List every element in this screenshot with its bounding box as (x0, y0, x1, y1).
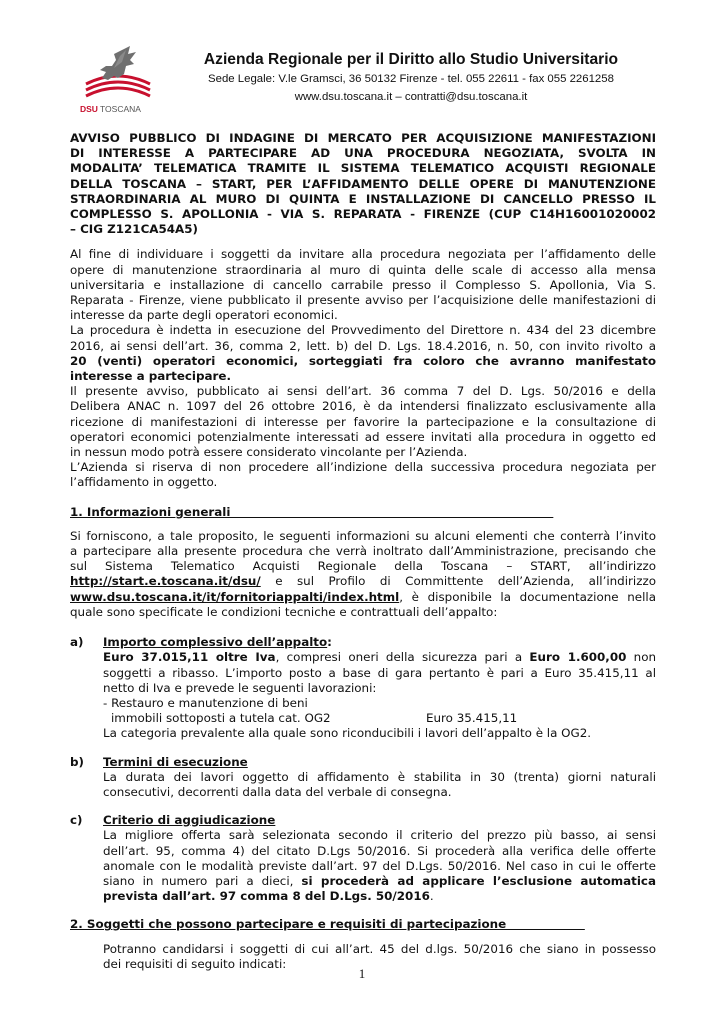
text-line: netto di Iva e prevede le seguenti lavorazioni: (103, 680, 377, 695)
text-fragment: . (429, 889, 434, 904)
text-line: - Restauro e manutenzione di beni (103, 695, 308, 710)
item-letter: c) (70, 813, 83, 828)
title-line: COMPLESSO S. APOLLONIA - VIA S. REPARATA - FIRENZE (CUP C14H16001020002 (70, 207, 656, 222)
text-line: opere di manutenzione straordinaria al muro di quinta delle scale di accesso alla mensa (70, 262, 656, 277)
title-line: DI INTERESSE A PARTECIPARE AD UNA PROCEDURA NEGOZIATA, SVOLTA IN (70, 146, 656, 161)
amount-text: Euro 37.015,11 oltre Iva (103, 650, 276, 665)
text-line: quale sono specificate le condizioni tecniche e contrattuali dell’appalto: (70, 604, 498, 619)
category-value: Euro 35.415,11 (426, 711, 518, 726)
text-line: Il presente avviso, pubblicato ai sensi dell’art. 36 comma 7 del D. Lgs. 50/2016 e della (70, 384, 656, 399)
text-line: in nessun modo potrà essere considerato vincolante per l’Azienda. (70, 445, 468, 460)
category-row (103, 711, 656, 726)
text-fragment: , compresi oneri della sicurezza pari a (275, 650, 530, 665)
organization-title: Azienda Regionale per il Diritto allo Studio Universitario (203, 51, 619, 68)
item-letter: b) (70, 754, 84, 769)
title-line: MODALITA’ TELEMATICA TRAMITE IL SISTEMA TELEMATICO ACQUISTI REGIONALE (70, 161, 656, 176)
text-line: Si forniscono, a tale proposito, le seguenti informazioni su alcuni elementi che conterrà l’invito (70, 528, 656, 543)
text-line (103, 650, 656, 665)
text-line-bold: interesse a partecipare. (70, 369, 231, 384)
website-email: www.dsu.toscana.it – contratti@dsu.toscana.it (294, 91, 528, 103)
text-line (70, 574, 656, 589)
title-line: STRAORDINARIA AL MURO DI QUINTA E INSTALLAZIONE DI CANCELLO PRESSO IL (70, 191, 656, 206)
title-line: AVVISO PUBBLICO DI INDAGINE DI MERCATO PER ACQUISIZIONE MANIFESTAZIONI (70, 131, 656, 145)
text-fragment-bold: prevista dall’art. 97 comma 8 del D.Lgs. 50/2016 (103, 889, 430, 904)
pegasus-logo-icon (78, 44, 158, 120)
category-label: immobili sottoposti a tutela cat. OG2 (111, 711, 331, 726)
text-line: anomale con le modalità previste dall’art. 97 del D.Lgs. 50/2016. Nel caso in cui le offerte (103, 858, 656, 873)
text-line: 2016, ai sensi dell’art. 36, comma 2, lett. b) del D. Lgs. 18.4.2016, n. 50, con invito rivolto a (70, 338, 656, 353)
item-a (70, 635, 656, 741)
text-line: La durata dei lavori oggetto di affidamento è stabilita in 30 (trenta) giorni naturali (103, 769, 656, 784)
page-number: 1 (358, 966, 366, 981)
text-line: universitaria e installazione di cancello carrabile presso il Complesso S. Apollonia, Via S. (70, 277, 656, 292)
text-line: dell’art. 95, comma 4) del citato D.Lgs 50/2016. Si procederà alla verifica delle offerte (103, 843, 656, 858)
section-1-body (70, 529, 656, 620)
text-line: L’Azienda si riserva di non procedere all’indizione della successiva procedura negoziata per (70, 460, 656, 475)
text-fragment: , è disponibile la documentazione nella (399, 589, 656, 604)
text-fragment: siano in numero pari a dieci, (103, 873, 302, 888)
text-line: soggetti a ribasso. L’importo posto a base di gara pertanto è pari a Euro 35.415,11 al (103, 665, 656, 680)
text-line: a partecipare alla presente procedura che verrà inoltrato dall’Amministrazione, precisando che (70, 544, 656, 559)
text-line (103, 874, 656, 889)
document-body (70, 131, 656, 972)
text-line: sul Sistema Telematico Acquisti Regionale della Toscana – START, all’indirizzo (70, 559, 656, 574)
text-line: consecutivi, decorrenti dalla data del verbale di consegna. (103, 784, 452, 799)
item-heading: Termini di esecuzione (103, 754, 248, 769)
item-letter: a) (70, 635, 84, 650)
svg-text:DSU: DSU (80, 104, 98, 114)
section-2-heading: 2. Soggetti che possono partecipare e requisiti di partecipazione (70, 917, 585, 932)
text-line (70, 590, 656, 605)
text-fragment: non (626, 650, 657, 665)
section-1-heading: 1. Informazioni generali (70, 504, 554, 519)
title-line: – CIG Z121CA54A5) (70, 222, 198, 237)
text-line (103, 889, 656, 904)
title-line: DELLA TOSCANA – START, PER L’AFFIDAMENTO DELLE OPERE DI MANUTENZIONE (70, 176, 656, 191)
item-b (70, 755, 656, 801)
safety-cost-text: Euro 1.600,00 (529, 650, 627, 665)
text-line: La categoria prevalente alla quale sono riconducibili i lavori dell’appalto è la OG2. (103, 726, 592, 741)
intro-paragraph-3 (70, 384, 656, 460)
intro-paragraph-1 (70, 247, 656, 323)
intro-paragraph-2 (70, 323, 656, 384)
text-line: Al fine di individuare i soggetti da invitare alla procedura negoziata per l’affidamento delle (70, 247, 656, 262)
item-heading (103, 635, 656, 650)
dsu-toscana-logo (78, 44, 158, 120)
text-line: operatori economici potenzialmente interessati ad essere invitati alla procedura in oggetto ed (70, 429, 656, 444)
registered-office: Sede Legale: V.le Gramsci, 36 50132 Firenze - tel. 055 22611 - fax 055 2261258 (208, 73, 614, 85)
text-line: La procedura è indetta in esecuzione del Provvedimento del Direttore n. 434 del 23 dicembre (70, 323, 656, 338)
text-line: Delibera ANAC n. 1097 del 26 ottobre 2016, è da intendersi finalizzato esclusivamente alla (70, 399, 656, 414)
text-fragment: e sul Profilo di Committente dell’Azienda, all’indirizzo (260, 574, 656, 589)
text-line: La migliore offerta sarà selezionata secondo il criterio del prezzo più basso, ai sensi (103, 828, 656, 843)
profile-link[interactable]: www.dsu.toscana.it/it/fornitoriappalti/index.html (70, 589, 400, 604)
notice-title (70, 131, 656, 237)
intro-paragraph-4 (70, 460, 656, 490)
text-line: dei requisiti di seguito indicati: (103, 956, 287, 971)
start-link[interactable]: http://start.e.toscana.it/dsu/ (70, 574, 261, 589)
text-fragment-bold: si procederà ad applicare l’esclusione automatica (301, 873, 656, 888)
text-line: ricezione di manifestazioni di interesse per favorire la partecipazione e la consultazione di (70, 414, 656, 429)
text-line: Potranno candidarsi i soggetti di cui all’art. 45 del d.lgs. 50/2016 che siano in possesso (103, 941, 656, 956)
text-line: Reparata - Firenze, viene pubblicato il presente avviso per l’acquisizione delle manifestazioni di (70, 293, 656, 308)
item-heading: Criterio di aggiudicazione (103, 813, 276, 828)
item-heading-colon: : (327, 635, 332, 650)
text-line: l’affidamento in oggetto. (70, 475, 218, 490)
svg-text:TOSCANA: TOSCANA (100, 104, 141, 114)
text-line: interesse da parte degli operatori economici. (70, 308, 338, 323)
text-line-bold: 20 (venti) operatori economici, sorteggiati fra coloro che avranno manifestato (70, 353, 656, 368)
item-c (70, 813, 656, 904)
item-heading-text: Importo complessivo dell’appalto (103, 635, 328, 650)
